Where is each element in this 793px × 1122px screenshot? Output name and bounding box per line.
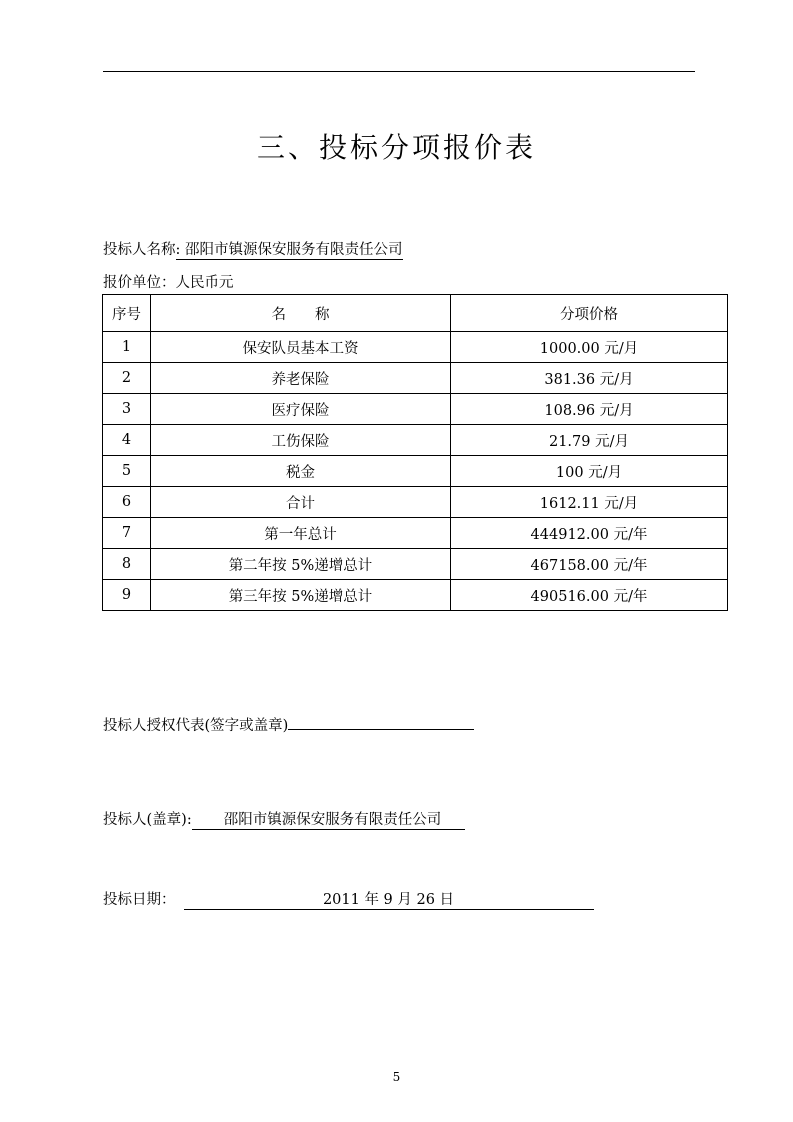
row-price: 467158.00 元/年 — [451, 549, 728, 580]
row-name: 税金 — [151, 456, 451, 487]
row-name: 合计 — [151, 487, 451, 518]
row-name: 第二年按 5%递增总计 — [151, 549, 451, 580]
table-row — [103, 425, 728, 456]
header-no: 序号 — [103, 295, 151, 332]
row-no: 5 — [103, 456, 151, 487]
bidder-name-label: 投标人名称 — [103, 242, 176, 258]
row-name: 医疗保险 — [151, 394, 451, 425]
row-no: 6 — [103, 487, 151, 518]
row-name: 第一年总计 — [151, 518, 451, 549]
price-table — [102, 294, 728, 611]
seal-value: 邵阳市镇源保安服务有限责任公司 — [192, 808, 466, 830]
table-row — [103, 549, 728, 580]
row-price: 21.79 元/月 — [451, 425, 728, 456]
table-row — [103, 580, 728, 611]
seal-label: 投标人(盖章): — [103, 812, 192, 828]
table-row — [103, 332, 728, 363]
table-row — [103, 394, 728, 425]
row-name: 保安队员基本工资 — [151, 332, 451, 363]
row-name: 第三年按 5%递增总计 — [151, 580, 451, 611]
date-line — [103, 888, 594, 910]
seal-line — [103, 808, 465, 830]
row-name: 工伤保险 — [151, 425, 451, 456]
row-no: 3 — [103, 394, 151, 425]
bidder-name-line — [103, 238, 403, 260]
bidder-name-value — [176, 238, 403, 260]
row-price: 108.96 元/月 — [451, 394, 728, 425]
header-price: 分项价格 — [451, 295, 728, 332]
table-row — [103, 363, 728, 394]
row-price: 100 元/月 — [451, 456, 728, 487]
row-no: 1 — [103, 332, 151, 363]
representative-signature-blank — [288, 714, 474, 730]
table-row — [103, 487, 728, 518]
row-price: 1000.00 元/月 — [451, 332, 728, 363]
row-price: 444912.00 元/年 — [451, 518, 728, 549]
row-no: 4 — [103, 425, 151, 456]
row-no: 7 — [103, 518, 151, 549]
row-no: 2 — [103, 363, 151, 394]
table-row — [103, 518, 728, 549]
row-name: 养老保险 — [151, 363, 451, 394]
header-rule — [103, 71, 695, 72]
row-no: 8 — [103, 549, 151, 580]
date-value: 2011 年 9 月 26 日 — [184, 888, 594, 910]
header-name: 名 称 — [151, 295, 451, 332]
representative-label: 投标人授权代表(签字或盖章) — [103, 718, 289, 734]
page-title: 三、投标分项报价表 — [256, 131, 536, 164]
bidder-name-colon: : — [175, 242, 181, 258]
price-unit-line: 报价单位：人民币元 — [103, 275, 234, 291]
date-label: 投标日期： — [103, 892, 176, 908]
table-row — [103, 456, 728, 487]
representative-line — [103, 714, 474, 735]
row-no: 9 — [103, 580, 151, 611]
row-price: 1612.11 元/月 — [451, 487, 728, 518]
page-number: 5 — [392, 1070, 401, 1084]
row-price: 490516.00 元/年 — [451, 580, 728, 611]
row-price: 381.36 元/月 — [451, 363, 728, 394]
table-header-row — [103, 295, 728, 332]
bidder-name-text: 邵阳市镇源保安服务有限责任公司 — [180, 242, 403, 258]
